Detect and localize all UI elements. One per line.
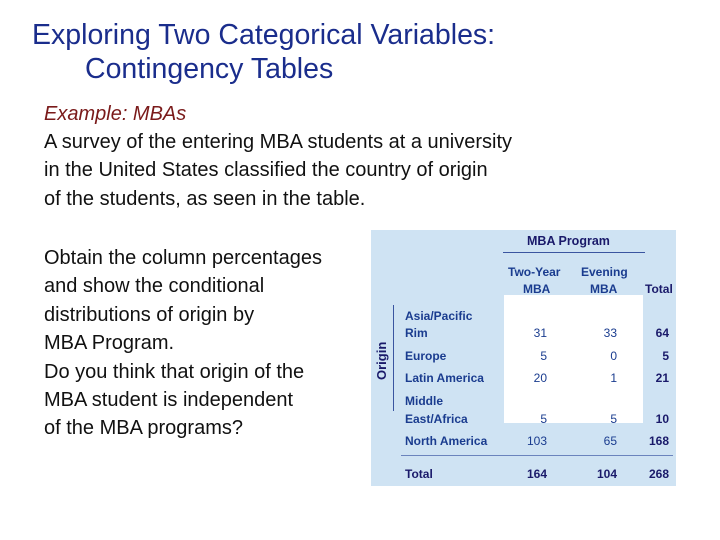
cell-evening: 5 [610,412,617,426]
cell-total: 10 [655,412,669,426]
title-line-2: Contingency Tables [85,53,334,85]
col-evening-l2: MBA [590,282,618,296]
cell-two-year: 5 [540,349,547,363]
col-two-year-l1: Two-Year [508,265,561,279]
total-rule [401,455,673,456]
row-label: East/Africa [405,412,468,426]
title-line-1: Exploring Two Categorical Variables: [32,19,496,51]
header-rule [503,252,645,253]
example-label: Example: MBAs [44,103,187,125]
row-axis-label: Origin [374,341,389,380]
question-line: MBA student is independent [44,389,294,412]
intro-line-2: in the United States classified the country of origin [44,159,488,182]
question-line: of the MBA programs? [44,417,243,440]
total-row-label: Total [405,467,433,481]
cell-total: 64 [655,326,669,340]
cell-total: 21 [655,371,669,385]
col-evening-l1: Evening [581,265,628,279]
question-line: and show the conditional [44,275,265,298]
row-label: Europe [405,349,447,363]
cell-evening: 33 [603,326,617,340]
row-label: North America [405,434,488,448]
question-line: Obtain the column percentages [44,247,322,269]
group-header: MBA Program [527,234,610,248]
row-label: Latin America [405,371,484,385]
cell-two-year: 31 [533,326,547,340]
row-label: Rim [405,326,428,340]
question-line: Do you think that origin of the [44,360,305,383]
total-two-year: 164 [526,467,547,481]
grand-total: 268 [648,467,669,481]
cell-total: 5 [662,349,669,363]
row-label: Middle [405,394,443,408]
contingency-table [371,230,676,486]
col-two-year-l2: MBA [523,282,551,296]
cell-evening: 65 [603,434,617,448]
intro-text [44,100,624,213]
cell-evening: 1 [610,371,617,385]
question-line: MBA Program. [44,332,175,355]
cell-total: 168 [648,434,669,448]
row-axis-rule [393,305,394,411]
question-line: distributions of origin by [44,303,255,326]
slide-title [32,18,495,86]
question-text [44,244,384,443]
cell-two-year: 20 [533,371,547,385]
intro-line-1: A survey of the entering MBA students at a university [44,131,513,154]
row-label: Asia/Pacific [405,309,473,323]
col-total: Total [645,282,673,296]
total-evening: 104 [596,467,617,481]
cell-two-year: 5 [540,412,547,426]
cell-evening: 0 [610,349,617,363]
intro-line-3: of the students, as seen in the table. [44,187,366,210]
cell-two-year: 103 [526,434,547,448]
